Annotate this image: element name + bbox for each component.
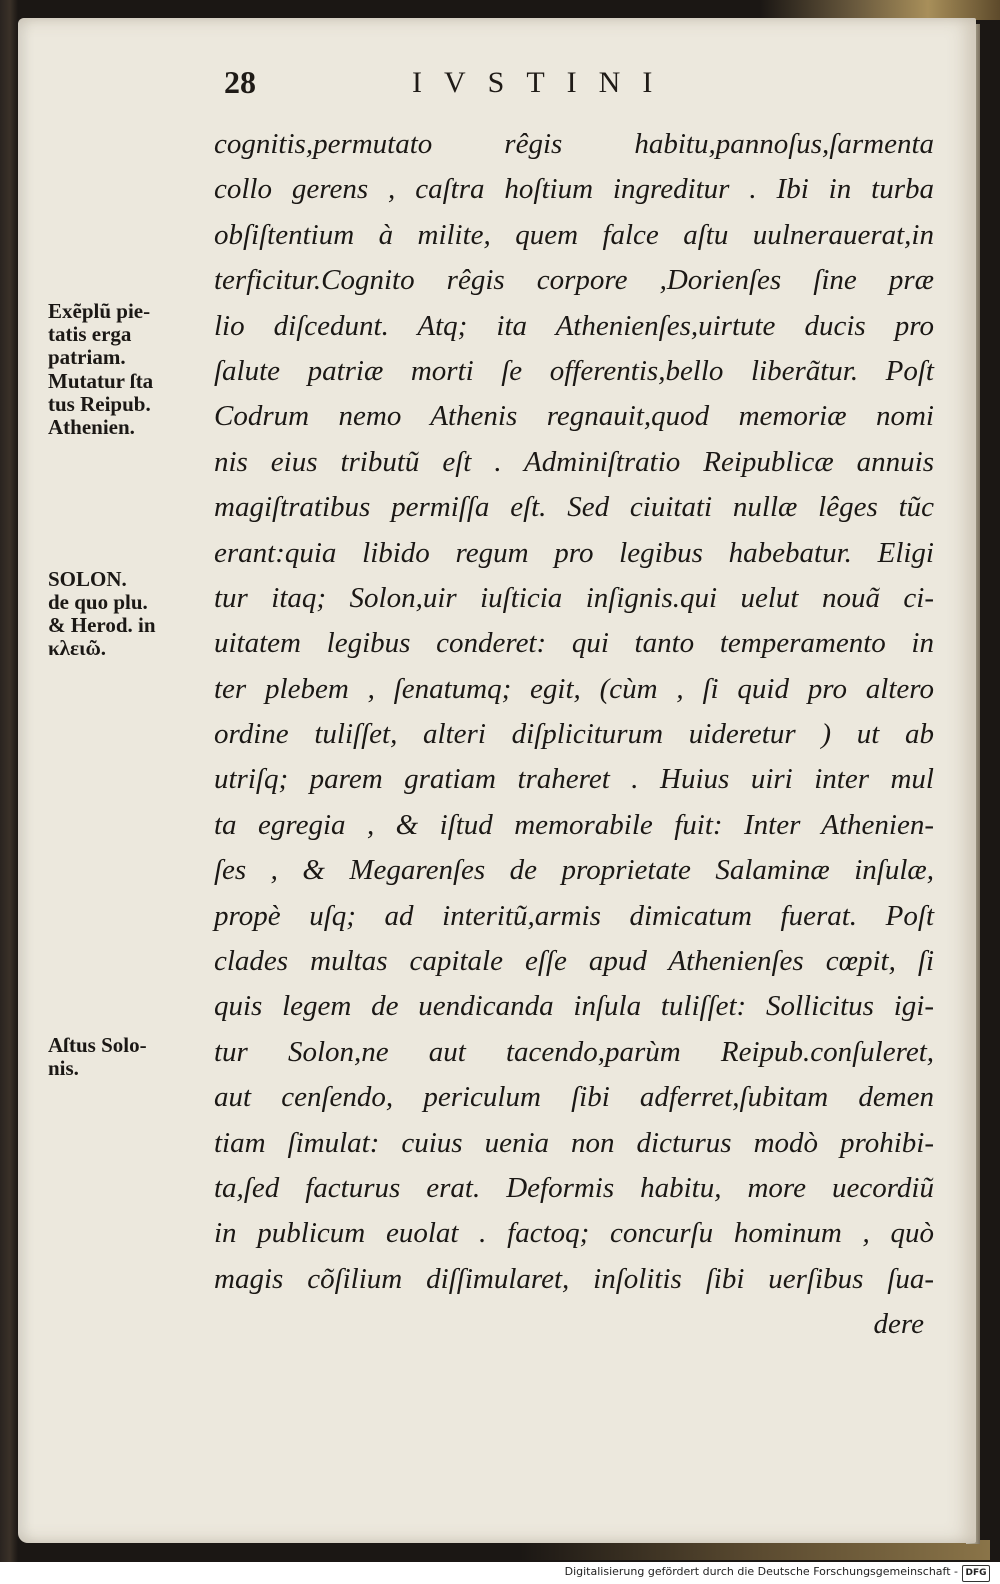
note-line: tatis erga — [48, 322, 132, 346]
note-line: tus Reipub. — [48, 392, 151, 416]
note-line: & Herod. in — [48, 613, 156, 637]
text-line: in publicum euolat . factoq; concurſu hominum , quò — [214, 1217, 934, 1250]
marginal-note-astus — [48, 1034, 208, 1080]
text-line: magis cõſilium diſſimularet, inſolitis ſibi uerſibus ſua- — [214, 1262, 934, 1295]
text-line: Codrum nemo Athenis regnauit,quod memoriæ nomi — [214, 400, 934, 433]
marginal-note-solon — [48, 568, 208, 660]
text-line: terficitur.Cognito rêgis corpore ,Dorienſes ſine præ — [214, 264, 934, 297]
text-line: clades multas capitale eſſe apud Athenienſes cœpit, ſi — [214, 945, 934, 978]
text-line: ſalute patriæ morti ſe offerentis,bello liberãtur. Poſt — [214, 354, 934, 387]
note-line: κλειῶ. — [48, 636, 107, 660]
text-line: aut cenſendo, periculum ſibi adferret,ſubitam demen — [214, 1081, 934, 1114]
note-line: Athenien. — [48, 415, 135, 439]
body-text — [214, 122, 934, 1348]
marginal-note-example — [48, 300, 208, 369]
text-line: ſes , & Megarenſes de proprietate Salaminæ inſulæ, — [214, 854, 934, 887]
page-header — [0, 64, 1000, 114]
text-line: uitatem legibus conderet: qui tanto temperamento in — [214, 627, 934, 660]
note-line: SOLON. — [48, 567, 127, 591]
footer-bar — [0, 1562, 1000, 1584]
text-line: ta egregia , & iſtud memorabile fuit: Inter Athenien- — [214, 808, 934, 841]
text-line: quis legem de uendicanda inſula tuliſſet: Sollicitus igi- — [214, 990, 934, 1023]
dfg-logo: DFG — [962, 1565, 990, 1582]
note-line: de quo plu. — [48, 590, 148, 614]
digitization-credit: Digitalisierung gefördert durch die Deutsche Forschungsgemeinschaft - — [564, 1565, 958, 1578]
text-line: collo gerens , caſtra hoſtium ingreditur . Ibi in turba — [214, 173, 934, 206]
text-line: ta,ſed facturus erat. Deformis habitu, more uecordiũ — [214, 1171, 934, 1204]
book-cover-edge-bottom — [520, 1540, 990, 1560]
page-number: 28 — [224, 64, 256, 100]
running-title: IVSTINI — [412, 66, 675, 99]
note-line: nis. — [48, 1056, 79, 1080]
text-line: tur Solon,ne aut tacendo,parùm Reipub.conſuleret, — [214, 1035, 934, 1068]
text-line: ordine tuliſſet, alteri diſpliciturum uideretur ) ut ab — [214, 718, 934, 751]
note-line: Exẽplũ pie- — [48, 299, 151, 323]
catchword: dere — [873, 1308, 924, 1341]
text-line: cognitis,permutato rêgis habitu,pannoſus,ſarmenta — [214, 128, 934, 160]
text-line: erant:quia libido regum pro legibus habebatur. Eligi — [214, 536, 934, 569]
marginal-note-state-change — [48, 370, 208, 439]
text-line: propè uſq; ad interitũ,armis dimicatum fuerat. Poſt — [214, 899, 934, 932]
note-line: Mutatur ſta — [48, 369, 154, 393]
text-line: tur itaq; Solon,uir iuſticia inſignis.qui uelut nouã ci- — [214, 581, 934, 614]
text-line: lio diſcedunt. Atq; ita Athenienſes,uirtute ducis pro — [214, 309, 934, 342]
text-line: utriſq; parem gratiam traheret . Huius uiri inter mul — [214, 763, 934, 796]
text-line: tiam ſimulat: cuius uenia non dicturus modò prohibi- — [214, 1126, 934, 1159]
text-line: nis eius tributũ eſt . Adminiſtratio Reipublicæ annuis — [214, 445, 934, 478]
note-line: patriam. — [48, 345, 126, 369]
text-line: ter plebem , ſenatumq; egit, (cùm , ſi quid pro altero — [214, 672, 934, 705]
text-line: magiſtratibus permiſſa eſt. Sed ciuitati nullæ lêges tũc — [214, 491, 934, 524]
note-line: Aſtus Solo- — [48, 1033, 147, 1057]
book-cover-edge-top — [760, 0, 1000, 20]
text-line: obſiſtentium à milite, quem falce aſtu uulnerauerat,in — [214, 218, 934, 251]
